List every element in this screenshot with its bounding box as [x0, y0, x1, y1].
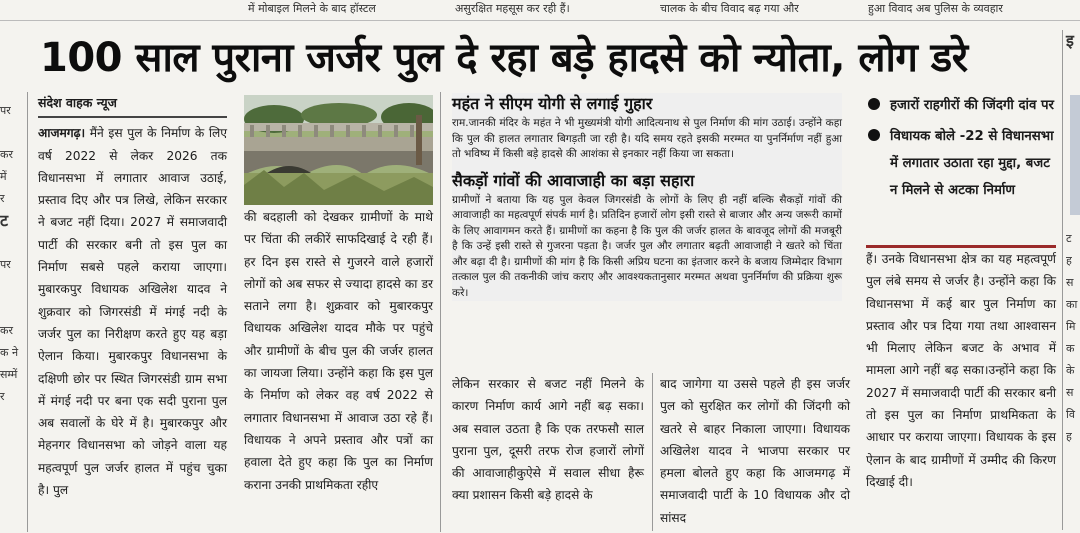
article-column-4	[660, 373, 850, 529]
right-fragment: ट	[1066, 232, 1072, 245]
right-fragment: मि	[1066, 320, 1076, 333]
body-text: की बदहाली को देखकर ग्रामीणों के माथे पर चिंता की लकीरें साफदिखाई दे रही हैं। हर दिन इस रास्ते से गुजरने वाले हजारों लोगों को अब सफर से ज्यादा हादसे का डर सताने लगा है। शुक्रवार को मुबारकपुर विधायक अखिलेश यादव मौके पर पहुंचे और ग्रामीणों के बीच पुल की जर्जर हालत का जायजा लिया। उन्होंने कहा कि इस पुल के निर्माण को लेकर वह वर्ष 2022 से लगातार विधानसभा में आवाज उठा रहे हैं। विधायक ने अपने प्रस्ताव और पत्रों का हवाला देते हुए कहा कि पुल का निर्माण कराना उनकी प्राथमिकता रहीए	[244, 210, 433, 492]
right-fragment: का	[1066, 298, 1078, 311]
left-fragment: कर	[0, 324, 13, 337]
body-text: लेकिन सरकार से बजट नहीं मिलने के कारण निर्माण कार्य आगे नहीं बढ़ सका। अब सवाल उठता है कि एक तरफसौ साल पुराना पुल, दूसरी तरफ रोज हजारों लोगों की आवाजाहीकुऐसे में सवाल सीधा हैरू क्या प्रशासन किसी बड़े हादसे के	[452, 377, 644, 503]
top-strip-text-2: असुरक्षित महसूस कर रही हैं।	[455, 2, 570, 15]
left-fragment: पर	[0, 104, 11, 117]
column-rule	[1062, 30, 1063, 530]
highlight-item: विधायक बोले -22 से विधानसभा में लगातार उठाता रहा मुद्दा, बजट न मिलने से अटका निर्माण	[866, 123, 1056, 204]
bullet-icon	[868, 98, 880, 110]
body-text: हैं। उनके विधानसभा क्षेत्र का यह महत्वपूर्ण पुल लंबे समय से जर्जर है। उन्होंने कहा कि विधानसभा में कई बार पुल निर्माण का प्रस्ताव और पत्र दिया गया तथा आश्वासन भी मिलाए लेकिन बजट के अभाव में मामला आगे नहीं बढ़ सका।उन्होंने कहा कि 2027 में समाजवादी पार्टी की सरकार बनी तो इस पुल का निर्माण प्राथमिकता के आधार पर कराया जाएगा। विधायक के इस ऐलान के बाद ग्रामीणों में उम्मीद की किरण दिखाई दी।	[866, 252, 1056, 489]
byline-rule	[38, 116, 227, 118]
left-fragment: पर	[0, 258, 11, 271]
section-heading: सैकड़ों गांवों की आवाजाही का बड़ा सहारा	[452, 170, 695, 190]
right-fragment: इ	[1066, 31, 1074, 50]
section-text: ग्रामीणों ने बताया कि यह पुल केवल जिगरसंडी के लोगों के लिए ही नहीं बल्कि सैकड़ों गांवों की आवाजाही का महत्वपूर्ण संपर्क मार्ग है। प्रतिदिन हजारों लोग इसी रास्ते से बाजार और अन्य जरूरी कामों के लिए आवागमन करते हैं। ग्रामीणों का कहना है कि पुल की जर्जर हालत के बावजूद लोगों की मजबूरी है कि उन्हें इसी रास्ते से गुजरना पड़ता है। जर्जर पुल और लगातार बढ़ती आवाजाही ने खतरे को चिंता और बढ़ा दी है। ग्रामीणों की मांग है कि किसी अप्रिय घटना का इंतजार करने के बजाय जिम्मेदार विभाग तत्काल पुल की तकनीकी जांच कराए और आवश्यकतानुसार मरम्मत अथवा पुनर्निर्माण की प्रक्रिया शुरू करे।	[452, 193, 842, 299]
left-neighbor-column	[0, 92, 22, 408]
top-strip-text-3: चालक के बीच विवाद बढ़ गया और	[660, 2, 799, 15]
body-text: बाद जागेगा या उससे पहले ही इस जर्जर पुल को सुरक्षित कर लोगों की जिंदगी को खतरे से बाहर निकाला जाएगा। विधायक अखिलेश यादव ने भाजपा सरकार पर हमला बोलते हुए कहा कि आजमगढ़ में समाजवादी पार्टी के 10 विधायक और दो सांसद	[660, 377, 850, 525]
right-fragment: के	[1066, 364, 1075, 377]
left-fragment: र	[0, 390, 5, 403]
top-rule	[0, 20, 1080, 21]
section-text: राम.जानकी मंदिर के महंत ने भी मुख्यमंत्री योगी आदित्यनाथ से पुल निर्माण की मांग उठाई। उन्होंने कहा कि पुल की हालत लगातार बिगड़ती जा रही है। यदि समय रहते इसकी मरम्मत या पुनर्निर्माण नहीं हुआ तो भविष्य में किसी बड़े हादसे की आशंका से इनकार नहीं किया जा सकता।	[452, 117, 842, 160]
right-fragment: वि	[1066, 408, 1075, 421]
bridge-photo	[244, 95, 433, 205]
highlight-item: हजारों राहगीरों की जिंदगी दांव पर	[866, 92, 1056, 119]
top-strip-text-1: में मोबाइल मिलने के बाद हॉस्टल	[248, 2, 376, 15]
top-strip	[0, 0, 1080, 22]
left-fragment: कर	[0, 148, 13, 161]
body-text: मैंने इस पुल के निर्माण के लिए वर्ष 2022 से लेकर 2026 तक विधानसभा में लगातार आवाज उठाई, प्रस्ताव दिए और पत्र लिखे, लेकिन सरकार ने बजट नहीं दिया। 2027 में समाजवादी पार्टी की सरकार बनी तो इस पुल का निर्माण सबसे पहले कराया जाएगा। मुबारकपुर विधायक अखिलेश यादव ने शुक्रवार को जिगरसंडी में मंगई नदी के जर्जर पुल का निरीक्षण करते हुए यह बड़ा ऐलान किया। मुबारकपुर विधानसभा के दक्षिणी छोर पर स्थित जिगरसंडी ग्राम सभा में मंगई नदी पर बना एक सदी पुराना पुल अब सवालों के घेरे में है। मुबारकपुर और मेहनगर विधानसभा को जोड़ने वाला यह महत्वपूर्ण पुल जर्जर हालत में पहुंच चुका है। पुल	[38, 126, 227, 498]
column-rule	[652, 373, 653, 531]
left-fragment: सम्में	[0, 368, 18, 381]
section-heading: महंत ने सीएम योगी से लगाई गुहार	[452, 94, 653, 113]
right-fragment: स	[1066, 386, 1074, 399]
highlights-box	[866, 92, 1056, 204]
right-fragment: स	[1066, 276, 1074, 289]
article-column-5	[866, 248, 1056, 493]
left-fragment: ट	[0, 211, 9, 230]
byline: संदेश वाहक न्यूज	[38, 95, 117, 110]
bullet-icon	[868, 129, 880, 141]
dateline: आजमगढ़।	[38, 126, 86, 141]
article-column-3	[452, 373, 644, 507]
right-neighbor-column	[1066, 30, 1080, 448]
right-fragment: ह	[1066, 254, 1072, 267]
headline: 100 साल पुराना जर्जर पुल दे रहा बड़े हादसे को न्योता, लोग डरे	[40, 35, 968, 81]
left-fragment: में	[0, 170, 7, 183]
column-rule	[440, 92, 441, 532]
column-rule	[27, 92, 28, 532]
article-column-2	[244, 206, 433, 496]
side-box	[452, 93, 842, 301]
right-fragment: क	[1066, 342, 1075, 355]
right-fragment: ह	[1066, 430, 1072, 443]
bridge-photo-image	[244, 95, 433, 205]
top-strip-text-4: हुआ विवाद अब पुलिस के व्यवहार	[868, 2, 1003, 15]
article-column-1	[38, 92, 227, 501]
left-fragment: क ने	[0, 346, 19, 359]
left-fragment: र	[0, 192, 5, 205]
